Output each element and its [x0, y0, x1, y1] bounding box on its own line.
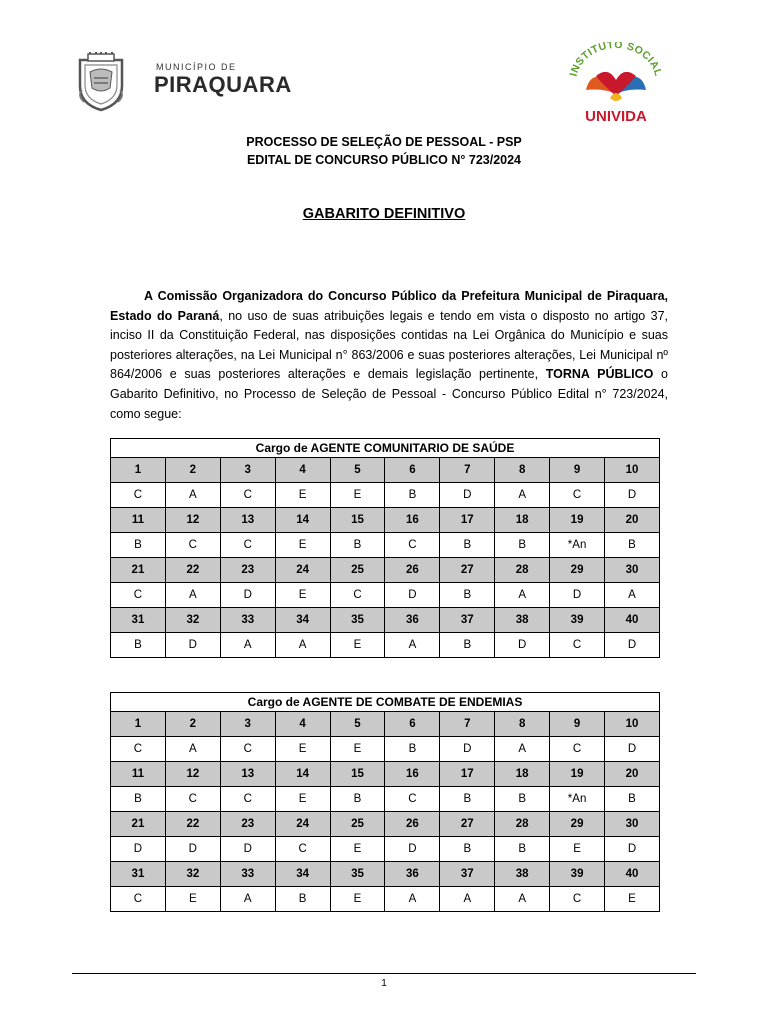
answer-cell: A: [165, 583, 220, 608]
answer-row: [111, 887, 660, 912]
answer-cell: B: [111, 787, 166, 812]
answer-cell: D: [495, 633, 550, 658]
question-number: 14: [275, 762, 330, 787]
answer-cell: A: [440, 887, 495, 912]
question-number: 24: [275, 812, 330, 837]
question-number: 22: [165, 812, 220, 837]
question-number: 5: [330, 712, 385, 737]
answer-cell: A: [495, 737, 550, 762]
answer-cell: B: [495, 533, 550, 558]
answer-cell: C: [220, 787, 275, 812]
answer-cell: E: [330, 837, 385, 862]
answer-cell: B: [440, 633, 495, 658]
answer-cell: D: [605, 483, 660, 508]
question-number-row: [111, 862, 660, 887]
intro-paragraph: [110, 287, 668, 424]
page-title: GABARITO DEFINITIVO: [302, 206, 466, 222]
question-number: 28: [495, 812, 550, 837]
question-number: 12: [165, 762, 220, 787]
question-number: 10: [605, 458, 660, 483]
question-number: 15: [330, 762, 385, 787]
header-line-1: PROCESSO DE SELEÇÃO DE PESSOAL - PSP: [246, 135, 522, 149]
answer-cell: D: [385, 583, 440, 608]
table-caption: Cargo de AGENTE COMUNITARIO DE SAÚDE: [111, 439, 660, 458]
question-number: 28: [495, 558, 550, 583]
question-number: 10: [605, 712, 660, 737]
answer-cell: B: [275, 887, 330, 912]
answer-cell: B: [330, 533, 385, 558]
answer-cell: B: [440, 533, 495, 558]
answer-cell: C: [111, 887, 166, 912]
question-number: 14: [275, 508, 330, 533]
municipio-name: PIRAQUARA: [154, 72, 292, 97]
question-number-row: [111, 712, 660, 737]
answer-cell: C: [550, 887, 605, 912]
question-number: 7: [440, 458, 495, 483]
answer-cell: C: [550, 737, 605, 762]
question-number: 26: [385, 812, 440, 837]
question-number: 4: [275, 458, 330, 483]
answer-cell: E: [550, 837, 605, 862]
univida-emblem-icon: [566, 42, 666, 124]
answer-cell: C: [111, 583, 166, 608]
question-number: 6: [385, 458, 440, 483]
answer-table-agente-endemias: [110, 692, 660, 912]
answer-cell: A: [605, 583, 660, 608]
answer-cell: B: [111, 633, 166, 658]
answer-cell: A: [495, 887, 550, 912]
answer-cell: A: [495, 483, 550, 508]
question-number: 20: [605, 762, 660, 787]
municipio-label: MUNICÍPIO DE: [156, 62, 237, 72]
question-number: 8: [495, 458, 550, 483]
question-number: 29: [550, 812, 605, 837]
question-number: 32: [165, 608, 220, 633]
answer-cell: *An: [550, 787, 605, 812]
question-number: 1: [111, 458, 166, 483]
question-number: 2: [165, 712, 220, 737]
answer-cell: *An: [550, 533, 605, 558]
answer-cell: B: [440, 583, 495, 608]
question-number: 12: [165, 508, 220, 533]
question-number: 34: [275, 862, 330, 887]
answer-row: [111, 533, 660, 558]
answer-cell: D: [440, 737, 495, 762]
answer-cell: B: [495, 837, 550, 862]
answer-cell: D: [111, 837, 166, 862]
answer-cell: B: [495, 787, 550, 812]
question-number: 4: [275, 712, 330, 737]
question-number: 30: [605, 558, 660, 583]
header-line-2: EDITAL DE CONCURSO PÚBLICO N° 723/2024: [246, 153, 522, 167]
question-number: 40: [605, 862, 660, 887]
answer-cell: A: [275, 633, 330, 658]
partner-line1: INSTITUTO SOCIAL: [567, 42, 665, 78]
question-number: 39: [550, 862, 605, 887]
answer-row: [111, 787, 660, 812]
question-number: 27: [440, 812, 495, 837]
answer-cell: C: [220, 483, 275, 508]
question-number: 23: [220, 558, 275, 583]
question-number: 3: [220, 458, 275, 483]
question-number: 17: [440, 508, 495, 533]
answer-row: [111, 483, 660, 508]
question-number: 31: [111, 862, 166, 887]
question-number: 11: [111, 508, 166, 533]
answer-cell: E: [330, 887, 385, 912]
answer-cell: C: [220, 737, 275, 762]
answer-row: [111, 583, 660, 608]
question-number: 18: [495, 762, 550, 787]
answer-cell: E: [330, 633, 385, 658]
answer-cell: B: [605, 787, 660, 812]
question-number: 38: [495, 608, 550, 633]
question-number: 38: [495, 862, 550, 887]
question-number-row: [111, 508, 660, 533]
question-number: 9: [550, 458, 605, 483]
answer-cell: A: [165, 737, 220, 762]
question-number-row: [111, 608, 660, 633]
question-number: 32: [165, 862, 220, 887]
question-number: 29: [550, 558, 605, 583]
answer-cell: C: [550, 633, 605, 658]
question-number: 34: [275, 608, 330, 633]
question-number-row: [111, 558, 660, 583]
answer-cell: B: [330, 787, 385, 812]
question-number: 3: [220, 712, 275, 737]
answer-cell: C: [385, 533, 440, 558]
question-number: 35: [330, 608, 385, 633]
question-number: 36: [385, 608, 440, 633]
answer-cell: B: [440, 837, 495, 862]
question-number: 20: [605, 508, 660, 533]
answer-cell: D: [440, 483, 495, 508]
piraquara-crest-icon: [76, 52, 126, 112]
question-number: 6: [385, 712, 440, 737]
univida-logo: [566, 42, 666, 124]
intro-bold-1: A Comissão Organizadora do Concurso Público da Prefeitura Municipal de Piraquara, Estado do Paraná: [110, 289, 668, 323]
answer-cell: D: [165, 837, 220, 862]
question-number: 35: [330, 862, 385, 887]
question-number: 25: [330, 812, 385, 837]
answer-cell: B: [111, 533, 166, 558]
question-number: 33: [220, 608, 275, 633]
answer-row: [111, 633, 660, 658]
question-number: 9: [550, 712, 605, 737]
answer-cell: E: [275, 737, 330, 762]
answer-cell: A: [220, 887, 275, 912]
question-number: 21: [111, 558, 166, 583]
page-number: 1: [381, 978, 387, 989]
answer-cell: B: [440, 787, 495, 812]
document-header: [0, 133, 768, 169]
question-number: 33: [220, 862, 275, 887]
answer-cell: C: [275, 837, 330, 862]
municipio-logo: [76, 52, 292, 112]
question-number: 31: [111, 608, 166, 633]
answer-cell: A: [165, 483, 220, 508]
question-number: 24: [275, 558, 330, 583]
answer-cell: D: [605, 633, 660, 658]
question-number: 16: [385, 508, 440, 533]
question-number: 39: [550, 608, 605, 633]
question-number: 37: [440, 608, 495, 633]
question-number-row: [111, 812, 660, 837]
question-number: 19: [550, 508, 605, 533]
answer-cell: E: [275, 533, 330, 558]
answer-cell: D: [165, 633, 220, 658]
answer-cell: E: [275, 483, 330, 508]
question-number: 8: [495, 712, 550, 737]
question-number: 5: [330, 458, 385, 483]
answer-row: [111, 737, 660, 762]
answer-row: [111, 837, 660, 862]
answer-cell: D: [220, 837, 275, 862]
intro-text-1: , no uso de suas atribuições legais e tendo em vista o disposto no artigo 37, inciso II da Constituição Federal, nas disposições contidas na Lei Orgânica do Município e suas posteriores alterações, na Lei Municipal n° 863/2006 e suas posteriores alterações, Lei Municipal nº 864/2006 e suas posteriores alterações e demais legislação pertinente,: [110, 308, 668, 382]
question-number: 27: [440, 558, 495, 583]
question-number: 18: [495, 508, 550, 533]
question-number: 22: [165, 558, 220, 583]
question-number: 25: [330, 558, 385, 583]
svg-text:INSTITUTO SOCIAL: [568, 42, 665, 78]
answer-cell: E: [330, 483, 385, 508]
answer-cell: D: [220, 583, 275, 608]
intro-text-2: o Gabarito Definitivo, no Processo de Seleção de Pessoal - Concurso Público Edital n° 723/2024, como segue:: [110, 367, 668, 421]
question-number: 17: [440, 762, 495, 787]
question-number: 16: [385, 762, 440, 787]
question-number: 11: [111, 762, 166, 787]
answer-cell: B: [385, 483, 440, 508]
answer-cell: E: [165, 887, 220, 912]
answer-cell: C: [330, 583, 385, 608]
answer-cell: C: [111, 737, 166, 762]
question-number: 30: [605, 812, 660, 837]
answer-cell: A: [220, 633, 275, 658]
answer-cell: A: [495, 583, 550, 608]
question-number: 13: [220, 762, 275, 787]
answer-cell: C: [385, 787, 440, 812]
question-number: 21: [111, 812, 166, 837]
question-number: 19: [550, 762, 605, 787]
answer-cell: C: [550, 483, 605, 508]
question-number: 7: [440, 712, 495, 737]
answer-cell: C: [165, 533, 220, 558]
question-number: 37: [440, 862, 495, 887]
answer-cell: E: [605, 887, 660, 912]
answer-cell: E: [330, 737, 385, 762]
answer-cell: B: [605, 533, 660, 558]
answer-cell: C: [111, 483, 166, 508]
partner-line2: UNIVIDA: [585, 108, 647, 124]
answer-cell: D: [550, 583, 605, 608]
question-number: 23: [220, 812, 275, 837]
question-number: 13: [220, 508, 275, 533]
answer-cell: E: [275, 583, 330, 608]
answer-cell: E: [275, 787, 330, 812]
question-number: 2: [165, 458, 220, 483]
answer-cell: C: [220, 533, 275, 558]
intro-bold-2: TORNA PÚBLICO: [545, 367, 654, 382]
question-number: 15: [330, 508, 385, 533]
answer-table-agente-comunitario: [110, 438, 660, 658]
answer-cell: D: [605, 837, 660, 862]
table-caption: Cargo de AGENTE DE COMBATE DE ENDEMIAS: [111, 693, 660, 712]
footer-divider: [72, 973, 696, 974]
answer-cell: D: [385, 837, 440, 862]
answer-cell: A: [385, 887, 440, 912]
answer-cell: C: [165, 787, 220, 812]
question-number: 40: [605, 608, 660, 633]
question-number: 36: [385, 862, 440, 887]
question-number-row: [111, 458, 660, 483]
answer-cell: B: [385, 737, 440, 762]
question-number: 1: [111, 712, 166, 737]
question-number: 26: [385, 558, 440, 583]
answer-cell: A: [385, 633, 440, 658]
question-number-row: [111, 762, 660, 787]
answer-cell: D: [605, 737, 660, 762]
